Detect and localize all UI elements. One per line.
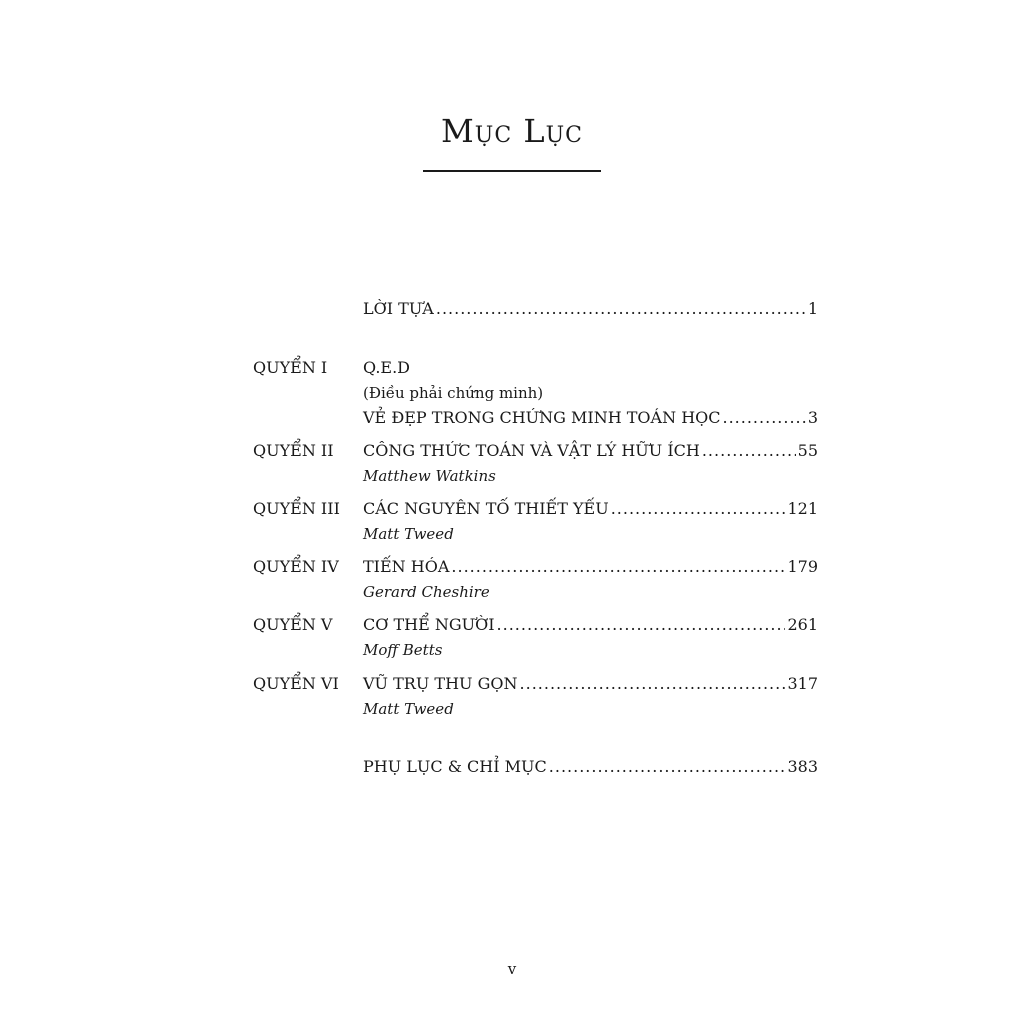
book-subtitle: (Điều phải chứng minh) — [363, 384, 544, 402]
dot-leader — [436, 299, 806, 318]
title-underline — [423, 170, 601, 172]
toc-entry-book-4 — [363, 557, 818, 576]
dot-leader — [497, 615, 786, 634]
page-title: Mục Lục — [441, 112, 583, 150]
book-author: Moff Betts — [363, 641, 443, 659]
book-label: QUYỂN I — [253, 358, 328, 377]
entry-title: LỜI TỰA — [363, 299, 434, 318]
entry-page-number: 317 — [787, 674, 818, 693]
book-subtitle: Q.E.D — [363, 358, 410, 377]
entry-page-number: 261 — [787, 615, 818, 634]
entry-title: CÔNG THỨC TOÁN VÀ VẬT LÝ HỮU ÍCH — [363, 441, 700, 460]
book-author: Matt Tweed — [363, 525, 454, 543]
book-author: Matthew Watkins — [363, 467, 496, 485]
book-label: QUYỂN III — [253, 499, 340, 518]
entry-title: PHỤ LỤC & CHỈ MỤC — [363, 757, 547, 776]
entry-title: CƠ THỂ NGƯỜI — [363, 615, 495, 634]
toc-entry-book-2 — [363, 441, 818, 460]
dot-leader — [723, 408, 806, 427]
dot-leader — [520, 674, 786, 693]
entry-page-number: 1 — [807, 299, 818, 318]
dot-leader — [611, 499, 786, 518]
book-label: QUYỂN IV — [253, 557, 339, 576]
entry-page-number: 179 — [787, 557, 818, 576]
toc-entry-appendix — [363, 757, 818, 776]
book-label: QUYỂN V — [253, 615, 333, 634]
toc-entry-book-3 — [363, 499, 818, 518]
entry-page-number: 55 — [797, 441, 818, 460]
book-author: Matt Tweed — [363, 700, 454, 718]
entry-title: TIẾN HÓA — [363, 557, 450, 576]
entry-page-number: 3 — [807, 408, 818, 427]
book-label: QUYỂN VI — [253, 674, 339, 693]
toc-entry-book-6 — [363, 674, 818, 693]
entry-title: VẺ ĐẸP TRONG CHỨNG MINH TOÁN HỌC — [363, 408, 721, 427]
entry-page-number: 383 — [787, 757, 818, 776]
dot-leader — [549, 757, 786, 776]
dot-leader — [702, 441, 796, 460]
page-folio: v — [507, 960, 517, 978]
entry-title: CÁC NGUYÊN TỐ THIẾT YẾU — [363, 499, 609, 518]
toc-entry-book-1 — [363, 408, 818, 427]
entry-page-number: 121 — [787, 499, 818, 518]
book-label: QUYỂN II — [253, 441, 334, 460]
toc-entry-book-5 — [363, 615, 818, 634]
dot-leader — [451, 557, 785, 576]
book-author: Gerard Cheshire — [363, 583, 490, 601]
toc-entry-preface — [363, 299, 818, 318]
entry-title: VŨ TRỤ THU GỌN — [363, 674, 518, 693]
